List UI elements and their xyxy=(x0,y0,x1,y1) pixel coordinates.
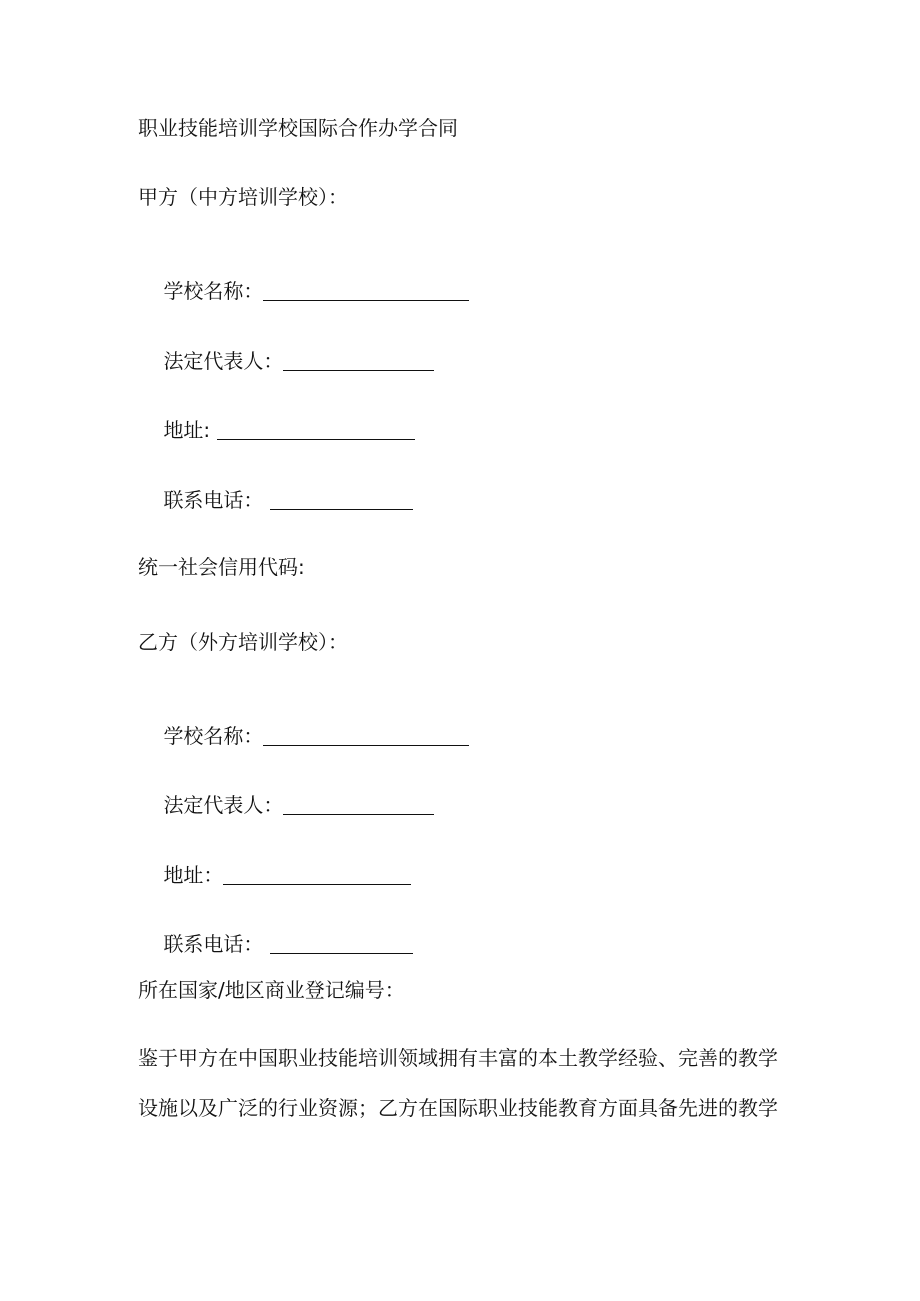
party-a-legal-rep-blank xyxy=(283,352,434,371)
party-a-legal-rep-row xyxy=(138,325,434,373)
party-b-legal-rep-label: 法定代表人： xyxy=(163,793,284,817)
party-a-phone-label: 联系电话： xyxy=(163,488,270,512)
party-b-legal-rep-blank xyxy=(283,796,434,815)
party-b-registration-label: 所在国家/地区商业登记编号： xyxy=(138,978,405,1002)
preamble-line: 鉴于甲方在中国职业技能培训领域拥有丰富的本土教学经验、完善的教学 xyxy=(138,1046,778,1070)
party-b-legal-rep-row xyxy=(138,769,434,817)
party-b-address-row xyxy=(138,839,411,887)
party-b-school-name-label: 学校名称： xyxy=(163,724,264,748)
party-b-phone-blank xyxy=(270,935,413,954)
party-b-phone-label: 联系电话： xyxy=(163,932,270,956)
party-b-school-name-blank xyxy=(263,727,469,746)
party-a-school-name-blank xyxy=(263,282,469,301)
party-a-legal-rep-label: 法定代表人： xyxy=(163,349,284,373)
party-b-address-label: 地址： xyxy=(163,863,224,887)
party-a-credit-code-label: 统一社会信用代码: xyxy=(138,555,305,579)
party-a-phone-row xyxy=(138,464,413,512)
document-title: 职业技能培训学校国际合作办学合同 xyxy=(138,116,458,140)
party-a-address-row xyxy=(138,394,415,442)
party-a-school-name-label: 学校名称： xyxy=(163,279,264,303)
party-a-school-name-row xyxy=(138,255,469,303)
party-b-address-blank xyxy=(223,866,411,885)
party-a-phone-blank xyxy=(270,491,413,510)
party-b-school-name-row xyxy=(138,700,469,748)
party-a-address-label: 地址: xyxy=(163,418,217,442)
party-b-phone-row xyxy=(138,908,413,956)
preamble-line: 设施以及广泛的行业资源；乙方在国际职业技能教育方面具备先进的教学 xyxy=(138,1096,778,1120)
party-a-heading: 甲方（中方培训学校）： xyxy=(138,185,348,209)
party-b-heading: 乙方（外方培训学校）： xyxy=(138,630,348,654)
party-a-address-blank xyxy=(217,421,415,440)
